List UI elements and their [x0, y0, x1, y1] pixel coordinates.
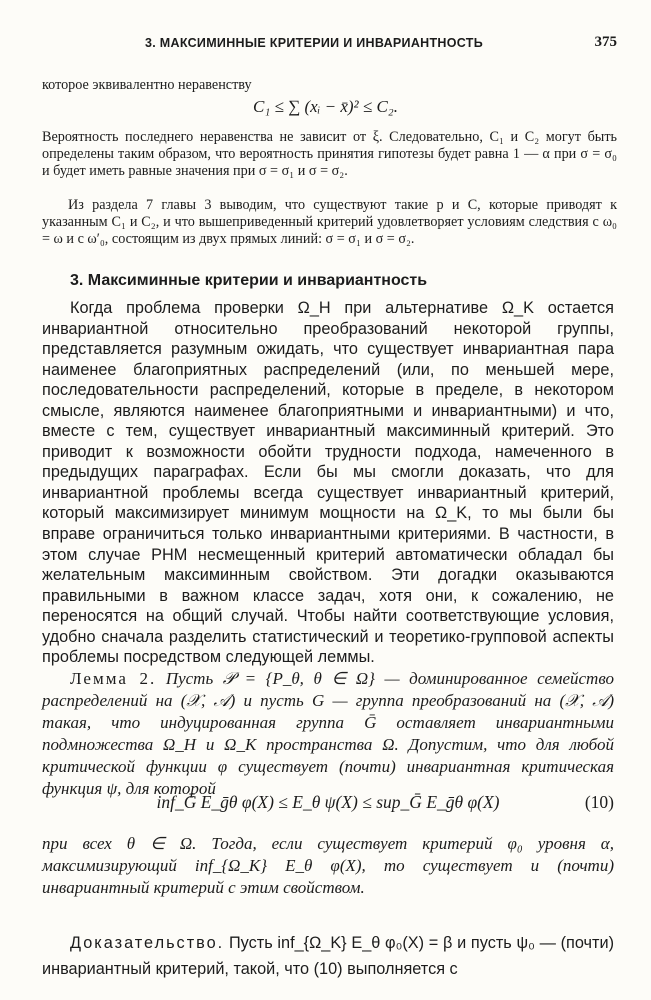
- lemma-conclusion: при всех θ ∈ Ω. Тогда, если существует критерий φ₀ уровня α, максимизирующий inf_{Ω_K} E_θ φ(X), то существует и (почти) инвариантный критерий с этим свойством.: [42, 834, 614, 897]
- proof-text: Пусть inf_{Ω_K} E_θ φ₀(X) = β и пусть ψ₀ — (почти) инвариантный критерий, такой, что (10) выполняется с: [42, 934, 614, 978]
- section-paragraph: Когда проблема проверки Ω_H при альтернативе Ω_K остается инвариантной относительно преобразований некоторой группы, представляется разумным ожидать, что существует инвариантная пара наименее благоприятных распределений (или, по меньшей мере, последовательности распределений, которые в пределе, в некотором смысле, являются наименее благоприятными и инвариантными) и что, вместе с тем, существует инвариантный максиминный критерий. Это приводит к возможности обойти трудности подхода, намеченного в предыдущих параграфах. Если бы мы смогли доказать, что для инвариантной проблемы всегда существует инвариантный критерий, который максимизирует минимум мощности на Ω_K, то мы были бы вправе ограничиться только инвариантными критериями. В частности, в этом случае РНМ несмещенный критерий автоматически обладал бы желательным максиминным свойством. Эти догадки оказываются правильными в важном классе задач, хотя они, к сожалению, не переносятся на общий случай. Чтобы найти соответствующие условия, удобно сначала разделить статистический и теоретико-групповой аспекты проблемы посредством следующей леммы.: [42, 299, 614, 667]
- formula-number: (10): [584, 792, 614, 812]
- derivation-paragraph: Из раздела 7 главы 3 выводим, что существуют такие p и C, которые приводят к указанным C₁ и C₂, и что вышеприведенный критерий удовлетворяет условиям следствия с ω₀ = ω и с ω′₀, состоящим из двух прямых линий: σ = σ₁ и σ = σ₂.: [42, 197, 617, 248]
- page-number: 375: [594, 34, 617, 50]
- lemma-formula-row: [42, 792, 614, 828]
- lemma-formula: inf_Ḡ E_ḡθ φ(X) ≤ E_θ ψ(X) ≤ sup_Ḡ E_ḡθ φ(X): [156, 792, 500, 812]
- running-title: 3. МАКСИМИННЫЕ КРИТЕРИИ И ИНВАРИАНТНОСТЬ: [145, 36, 484, 50]
- probability-paragraph: Вероятность последнего неравенства не зависит от ξ. Следовательно, C₁ и C₂ могут быть определены таким образом, что вероятность принятия гипотезы будет равна 1 — α при σ = σ₀ и будет иметь равные значения при σ = σ₁ и σ = σ₂.: [42, 129, 617, 180]
- section-heading: 3. Максиминные критерии и инвариантность: [70, 272, 428, 289]
- lemma-statement: Пусть 𝒫 = {P_θ, θ ∈ Ω} — доминированное семейство распределений на (𝒳, 𝒜) и пусть G — группа преобразований на (𝒳, 𝒜) такая, что индуцированная группа Ḡ оставляет инвариантными подмножества Ω_H и Ω_K пространства Ω. Допустим, что для любой критической функции φ существует (почти) инвариантная критическая функция ψ, для которой: [42, 669, 614, 798]
- intro-line: которое эквивалентно неравенству: [42, 77, 252, 93]
- inequality-formula: C₁ ≤ ∑ (xᵢ − x̄)² ≤ C₂.: [253, 97, 398, 116]
- proof-label: Доказательство.: [70, 934, 225, 952]
- lemma-label: Лемма 2.: [70, 669, 157, 688]
- lemma-block: [42, 668, 614, 800]
- proof-block: [42, 930, 614, 982]
